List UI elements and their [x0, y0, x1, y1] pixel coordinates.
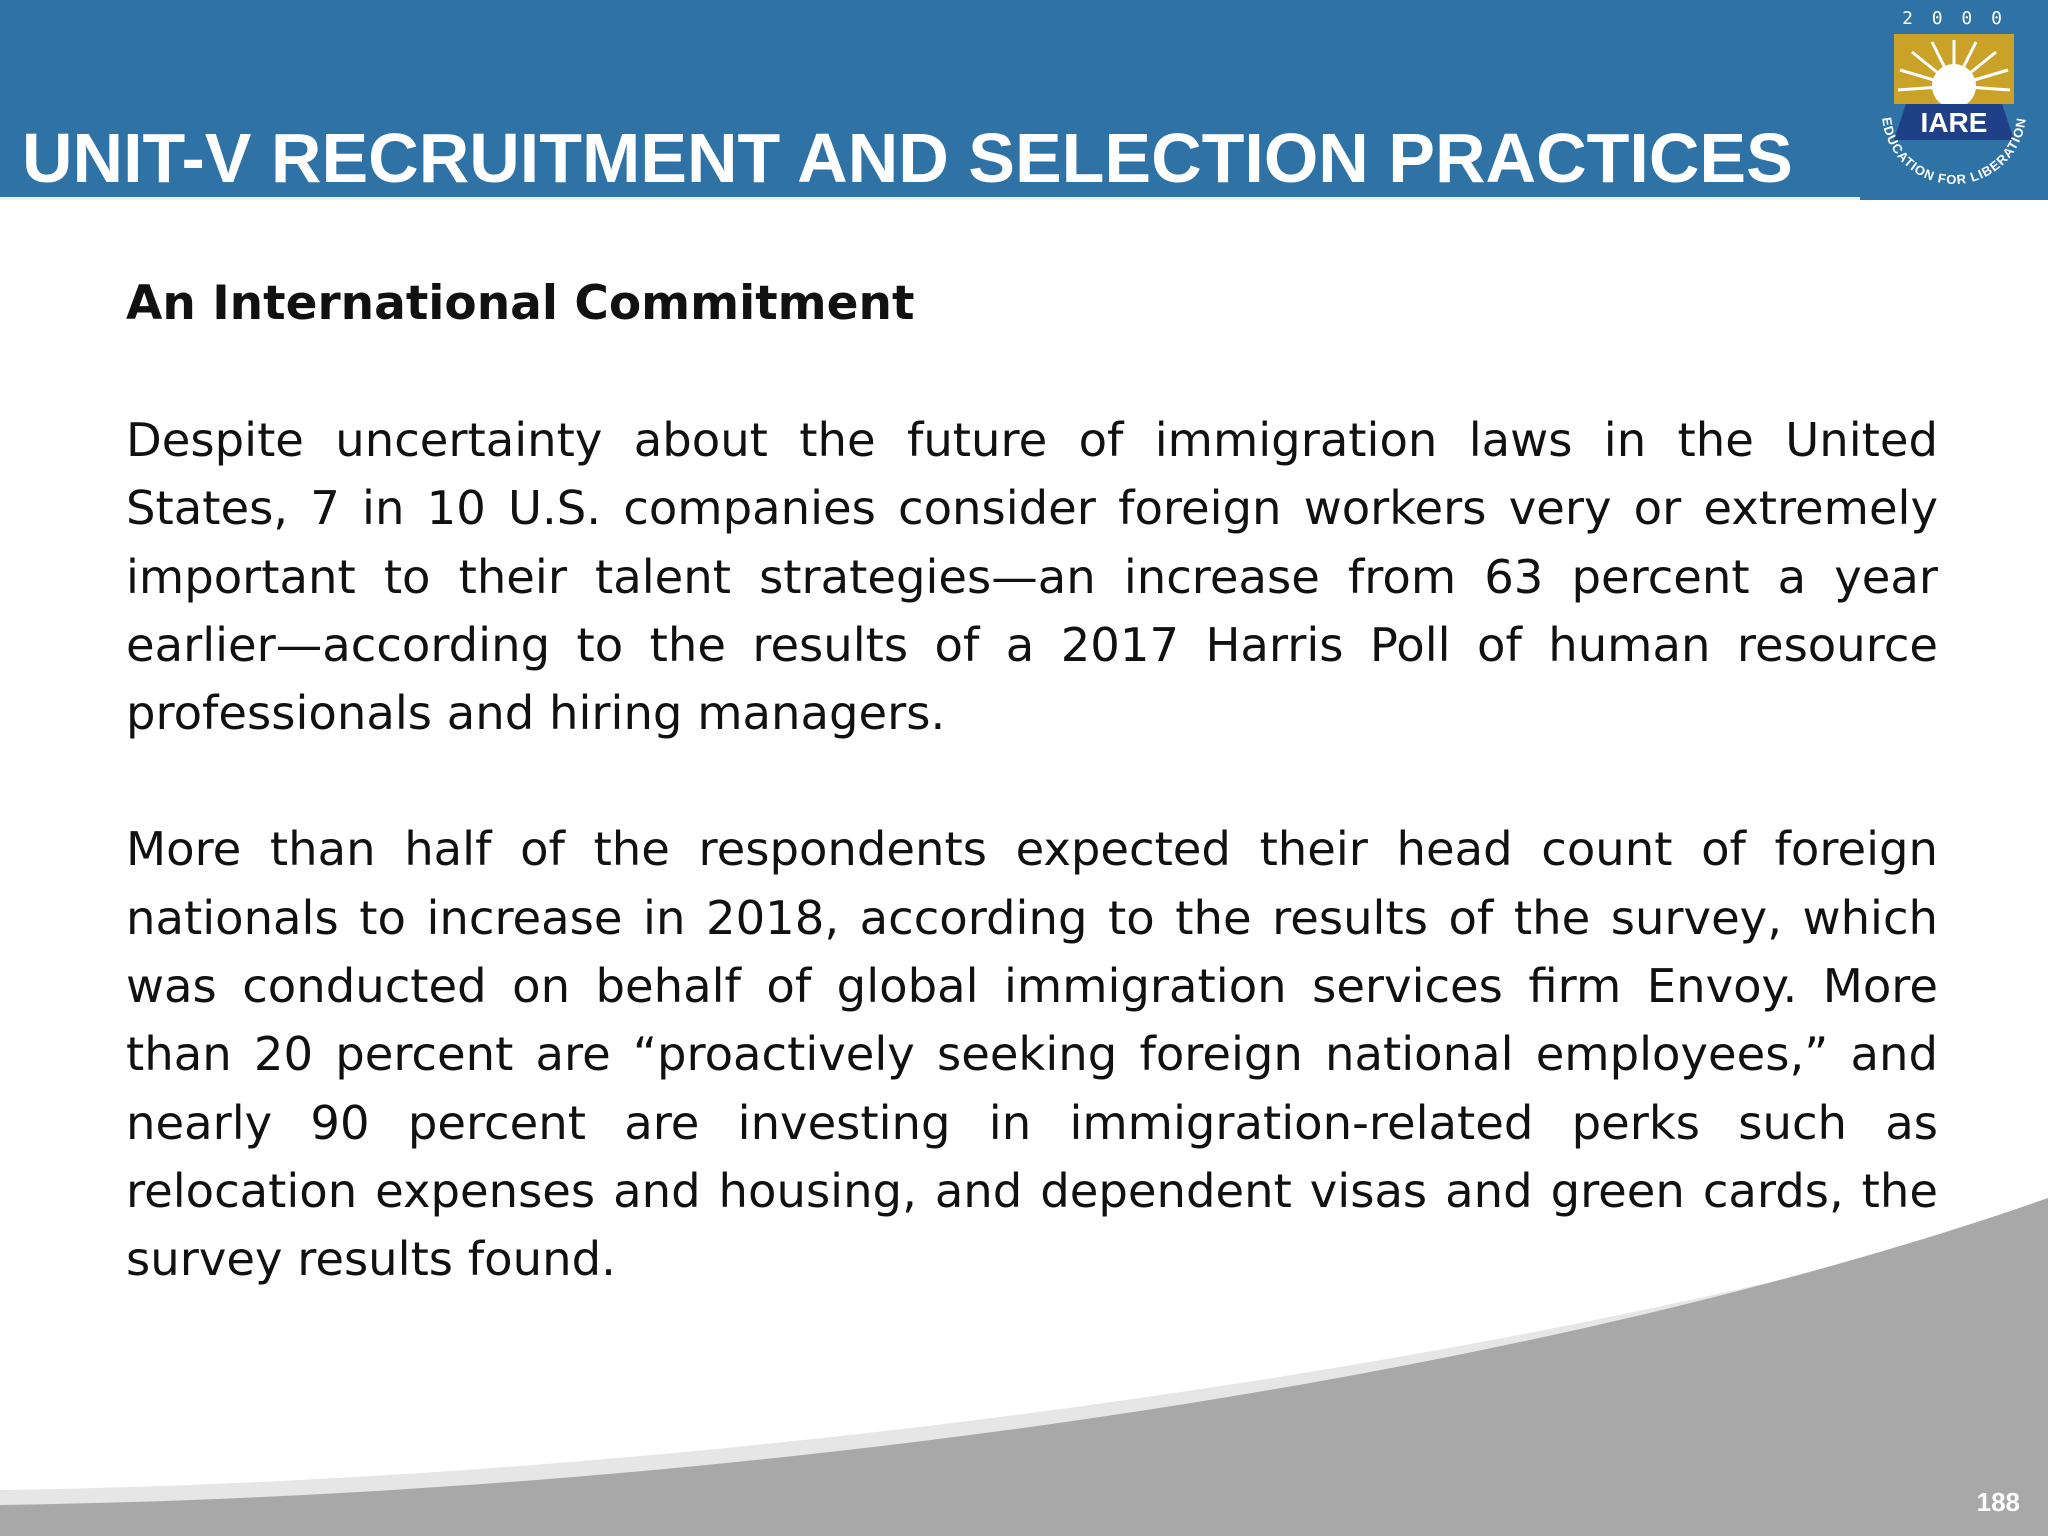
page-number: 188 — [1976, 1487, 2020, 1517]
body-paragraph-2: More than half of the respondents expected their head count of foreign nationals to increase in 2018, according to the results of the survey, which was conducted on behalf of global immigration services firm Envoy. More than 20 percent are “proactively seeking foreign national employees,” and nearly 90 percent are investing in immigration-related perks such as relocation expenses and housing, and dependent visas and green cards, the survey results found. — [126, 822, 1938, 1287]
footer-swoosh — [0, 1190, 2048, 1536]
section-heading: An International Commitment — [126, 276, 915, 331]
logo-year: 2 0 0 0 — [1902, 8, 2006, 29]
body-paragraph-1: Despite uncertainty about the future of immigration laws in the United States, 7 in 10 U.S. companies consider foreign workers very or extremely important to their talent strategies—an increase from 63 percent a year earlier—according to the results of a 2017 Harris Poll of human resource professionals and hiring managers. — [126, 413, 1938, 741]
logo-motto: EDUCATION FOR LIBERATION — [1879, 116, 2029, 188]
slide-content — [126, 270, 1938, 1294]
iare-logo — [1860, 0, 2048, 200]
logo-name: IARE — [1920, 107, 1988, 138]
slide-title: UNIT-V RECRUITMENT AND SELECTION PRACTICES — [22, 119, 1793, 197]
